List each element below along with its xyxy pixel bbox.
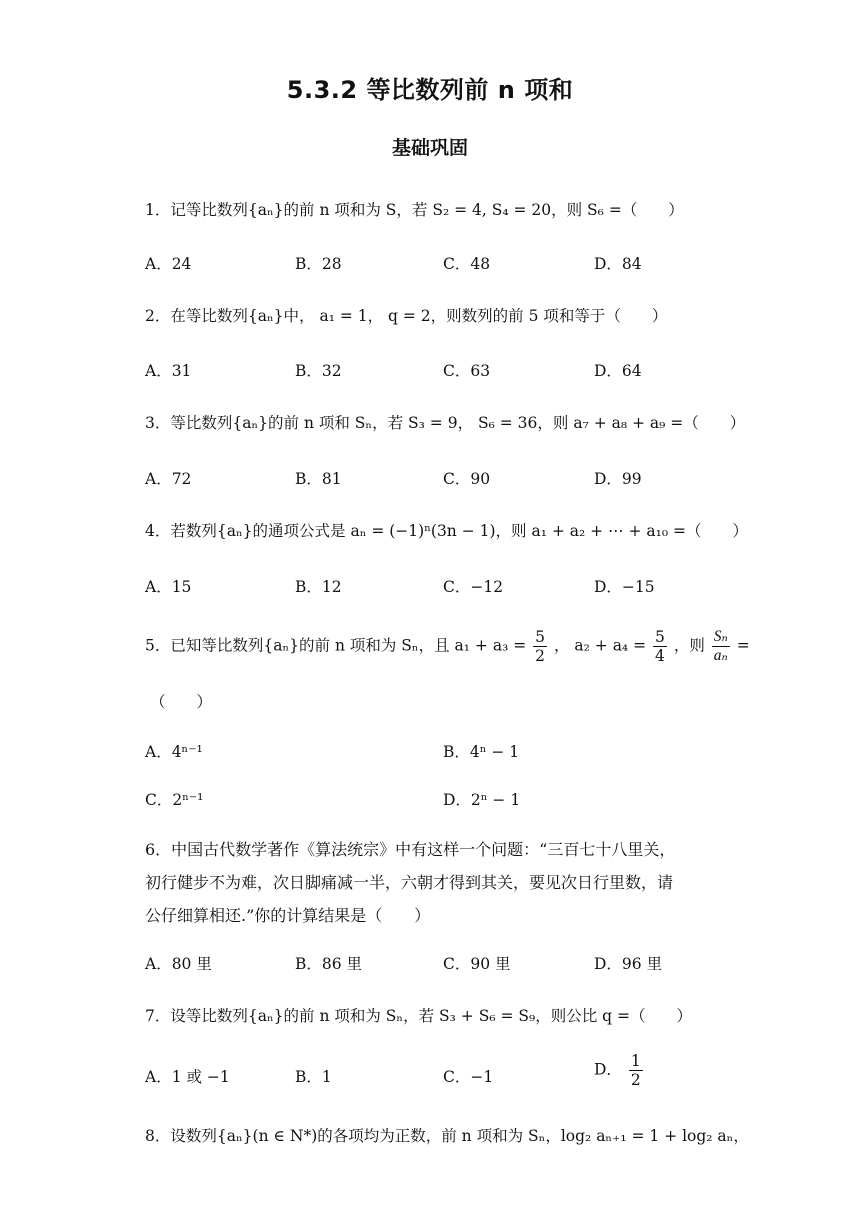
question-3-option-a: A．72 [145,470,192,488]
question-5-fraction-2-numerator: 5 [655,628,665,646]
question-4-option-d: D．−15 [594,578,655,596]
question-2-option-d: D．64 [594,362,642,380]
question-3-option-b: B．81 [295,470,342,488]
question-1-option-b: B．28 [295,255,342,273]
question-6-stem-line-2: 初行健步不为难，次日脚痛减一半，六朝才得到其关，要见次日行里数，请 [145,873,674,892]
question-5-fraction-3-numerator: Sₙ [713,628,728,645]
question-5-stem [145,628,750,665]
question-5-fraction-2-denominator: 4 [655,647,665,665]
question-5-fraction-1 [533,628,547,665]
page-title: 5.3.2 等比数列前 n 项和 [286,76,574,104]
question-2-option-c: C．63 [443,362,491,380]
question-5-stem-end: = [736,636,750,655]
question-4-stem: 4．若数列{aₙ}的通项公式是 aₙ = (−1)ⁿ(3n − 1)，则 a₁ + a₂ + ⋯ + a₁₀ =（ ） [145,522,748,540]
question-6-stem-line-3: 公仔细算相还.”你的计算结果是（ ） [145,906,431,925]
question-4-option-b: B．12 [295,578,342,596]
question-5-option-d: D．2ⁿ − 1 [443,791,521,809]
question-6-option-b: B．86 里 [295,955,363,973]
question-3-option-d: D．99 [594,470,642,488]
question-5-option-c: C．2ⁿ⁻¹ [145,791,204,809]
question-6-option-a: A．80 里 [145,955,212,973]
question-3-stem: 3．等比数列{aₙ}的前 n 项和 Sₙ，若 S₃ = 9， S₆ = 36，则 a₇ + a₈ + a₉ =（ ） [145,414,746,432]
question-5-stem-continuation: （ ） [150,693,213,711]
question-7-option-d-label: D． [594,1060,622,1079]
question-5-option-a: A．4ⁿ⁻¹ [145,743,203,761]
question-1-option-c: C．48 [443,255,491,273]
question-5-stem-mid2: ，则 [673,636,705,655]
question-8-stem: 8．设数列{aₙ}(n ∈ N*)的各项均为正数，前 n 项和为 Sₙ，log₂ aₙ₊₁ = 1 + log₂ aₙ， [145,1127,749,1145]
question-2-option-b: B．32 [295,362,342,380]
question-1-stem: 1．记等比数列{aₙ}的前 n 项和为 S，若 S₂ = 4, S₄ = 20，则 S₆ =（ ） [145,201,684,219]
question-6-option-d: D．96 里 [594,955,663,973]
question-5-fraction-2 [653,628,667,665]
question-3-option-c: C．90 [443,470,491,488]
question-7-option-a: A．1 或 −1 [145,1068,230,1086]
question-5-fraction-3-denominator: aₙ [713,647,728,664]
question-5-fraction-1-denominator: 2 [535,647,546,665]
question-1-option-d: D．84 [594,255,642,273]
question-7-option-d [594,1052,645,1089]
question-2-option-a: A．31 [145,362,192,380]
section-heading: 基础巩固 [391,137,468,159]
question-7-option-d-denominator: 2 [630,1071,641,1089]
question-6-stem-line-1: 6．中国古代数学著作《算法统宗》中有这样一个问题：“三百七十八里关， [145,840,676,859]
question-5-option-b: B．4ⁿ − 1 [443,743,520,761]
question-7-stem: 7．设等比数列{aₙ}的前 n 项和为 Sₙ，若 S₃ + S₆ = S₉，则公比 q =（ ） [145,1007,692,1025]
question-4-option-c: C．−12 [443,578,504,596]
question-7-option-d-numerator: 1 [630,1052,641,1070]
question-7-option-b: B．1 [295,1068,332,1086]
question-5-stem-prefix: 5．已知等比数列{aₙ}的前 n 项和为 Sₙ，且 a₁ + a₃ = [145,636,527,655]
question-6-option-c: C．90 里 [443,955,511,973]
question-2-stem: 2．在等比数列{aₙ}中， a₁ = 1， q = 2，则数列的前 5 项和等于（ ） [145,307,668,325]
question-5-fraction-1-numerator: 5 [535,628,546,646]
question-5-stem-mid: ， a₂ + a₄ = [553,636,647,655]
question-1-option-a: A．24 [145,255,192,273]
question-7-option-d-fraction [629,1052,643,1089]
question-4-option-a: A．15 [145,578,192,596]
question-5-fraction-3 [712,628,730,665]
question-7-option-c: C．−1 [443,1068,494,1086]
